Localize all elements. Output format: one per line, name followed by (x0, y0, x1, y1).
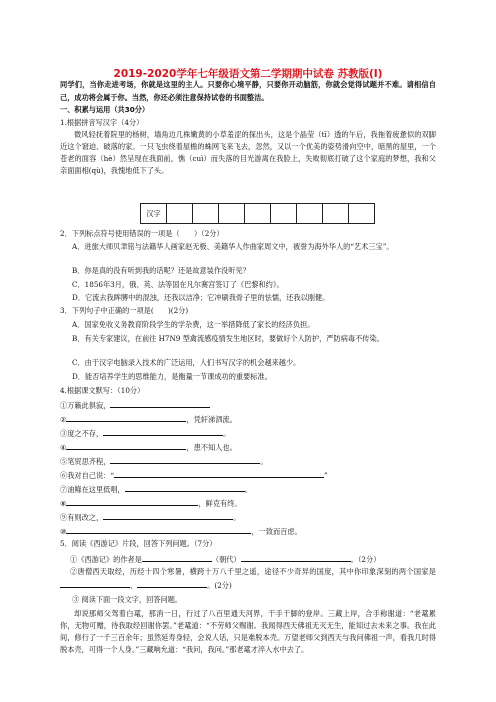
q1-stem: 1.根据拼音写汉字（4分） (60, 118, 144, 127)
intro-text: 同学们，当你走进考场，你就是这里的主人。只要你心境平静，只要你开动脑筋，你就会觉得试题并不难。请相信自己，成功将会属于你。当然，你还必须注意保持试卷的书面整洁。 (60, 80, 436, 102)
grid-cell[interactable] (323, 204, 349, 224)
answer-blank[interactable] (60, 579, 130, 588)
q5-stem: 5．阅读《西游记》片段，回答下列问题。（7分） (60, 539, 217, 548)
section-heading: 一、积累与运用（共30分） (60, 105, 150, 114)
q4-item-4: ④ ，患不知人也。 (60, 443, 237, 452)
q1-passage: 微风轻抚着院里的杨树，墙角边几株嫩黄的小草羞涩的探出头，这是个晶莹（tī）透的午后，我拖着疲惫似的双脚近这个窘迫、破落的家。一只飞虫绕着屋檐的蛛网飞来飞去，忽然，又以一个优美的姿势滑向空中，暗黑的屋里，一个苍老的面容（hè）然呈现在我面前，憔（cuì）而失落的目光游离在我脸上，失败彻底打破了这个家庭的梦想，我和父亲面面相(qù)，我愧地低下了头。 (60, 130, 436, 175)
answer-blank[interactable] (66, 525, 251, 534)
q4-item-7: ⑦油鲦在这里低唱， 。 (60, 485, 252, 494)
grid-cell[interactable] (219, 204, 245, 224)
answer-blank[interactable] (125, 483, 245, 492)
q3-option-c: C．由于汉字电脑录入技术的广泛运用，人们书写汉字的机会越来越少。 (72, 358, 301, 367)
q5-sub3: ③ 阅读下面一段文字，回答问题。 (72, 595, 183, 604)
answer-blank[interactable] (66, 413, 186, 422)
answer-blank[interactable] (137, 579, 207, 588)
q4-stem: 4.根据课文默写：（10分） (60, 386, 145, 395)
q4-item-6: ⑥我对自己说：“ ” (60, 471, 328, 480)
grid-label: 汉字 (141, 204, 167, 224)
q3-option-a: A．国家免收义务教育阶段学生的学杂费，这一举措降低了家长的经济负担。 (72, 320, 315, 329)
q4-item-9: ⑨有则改之， 。 (60, 513, 241, 522)
q4-item-1: ①万籁此俱寂， (60, 399, 210, 411)
q5-sub2: ②唐僧西天取经，历经十四个寒暑，横跨十万八千里之遥，途径不少奇异的国度，其中你印象深刻的两个国家是、 。(2分) (60, 566, 436, 592)
grid-cell[interactable] (271, 204, 297, 224)
answer-blank[interactable] (142, 553, 212, 562)
grid-cell[interactable] (193, 204, 219, 224)
q1-answer-grid (140, 203, 375, 224)
answer-blank[interactable] (110, 455, 260, 464)
q3-option-d: D．能否培养学生的思维能力，是衡量一节课成功的重要标准。 (72, 372, 272, 381)
grid-cell[interactable] (245, 204, 271, 224)
answer-blank[interactable] (103, 427, 223, 436)
grid-cell[interactable] (349, 204, 375, 224)
q5-sub1: ①《西游记》的作者是 （朝代） 。（2分） (70, 555, 381, 564)
answer-blank[interactable] (66, 441, 186, 450)
q4-item-8: ⑧ ，鲜克有终。 (60, 499, 242, 508)
q2-option-a: A．进旅大师贝聿铭与法籍华人画家赵无极、美籍华人作曲家周文中，被誉为海外华人的“艺术三宝”。 (72, 242, 394, 251)
q4-item-3: ③度之不存， 。 (60, 429, 231, 438)
answer-blank[interactable] (241, 553, 351, 562)
q5-passage: 却说那师父驾着白鼋，那消一日，行过了八百里通天河界，干手干脚的登岸。三藏上岸，合手称谢道：“老鼋累你，无物可赠，待我取经回谢你罢。”老鼋道：“不劳师父赐谢。我闻得西天佛祖无灭无生，能知过去未来之事。我在此间，修行了一千三百余年；虽然延寿身轻，会说人话，只是难脱本壳。万望老师父到西天与我问佛祖一声，看我几时得脱本壳，可得一个人身。”三藏响允道：“我问，我问。”那老鼋才淬入水中去了。 (60, 609, 436, 654)
q4-item-10: ⑩ ，一致而百虑。 (60, 527, 302, 536)
grid-cell[interactable] (167, 204, 193, 224)
q2-option-b: B．你是真的没有听到我的话呢？还是故意装作没听见？ (72, 266, 250, 275)
q3-stem: 3．下列句子中正确的一项是( )(2分) (60, 306, 189, 315)
answer-blank[interactable] (110, 399, 210, 408)
q2-stem: 2．下列标点符号使用错误的一项是（ ）（2分） (60, 229, 224, 238)
grid-cell[interactable] (297, 204, 323, 224)
q4-item-5: ⑤笔贸思齐程， 。 (60, 457, 268, 466)
q2-option-d: D．它流去我眸膊中的混浊，还我以洁净；它冲刷我骨子里的怯懦，还我以刚健。 (72, 293, 330, 302)
exam-title: 2019-2020学年七年级语文第二学期期中试卷 苏教版(I) (113, 68, 383, 80)
q4-item-2: ② ，凭轩涕泗流。 (60, 415, 237, 424)
q3-option-b: B．有关专家建议，在前往 H7N9 型禽流感疫情发生地区时，要做好个人防护，严防病毒不传染。 (72, 334, 384, 343)
answer-blank[interactable] (114, 469, 324, 478)
answer-blank[interactable] (66, 497, 198, 506)
q2-option-c: C．1856年3月，俄、英、法等国在凡尔赛宫签订了《巴黎和约》。 (72, 280, 284, 289)
answer-blank[interactable] (103, 511, 233, 520)
